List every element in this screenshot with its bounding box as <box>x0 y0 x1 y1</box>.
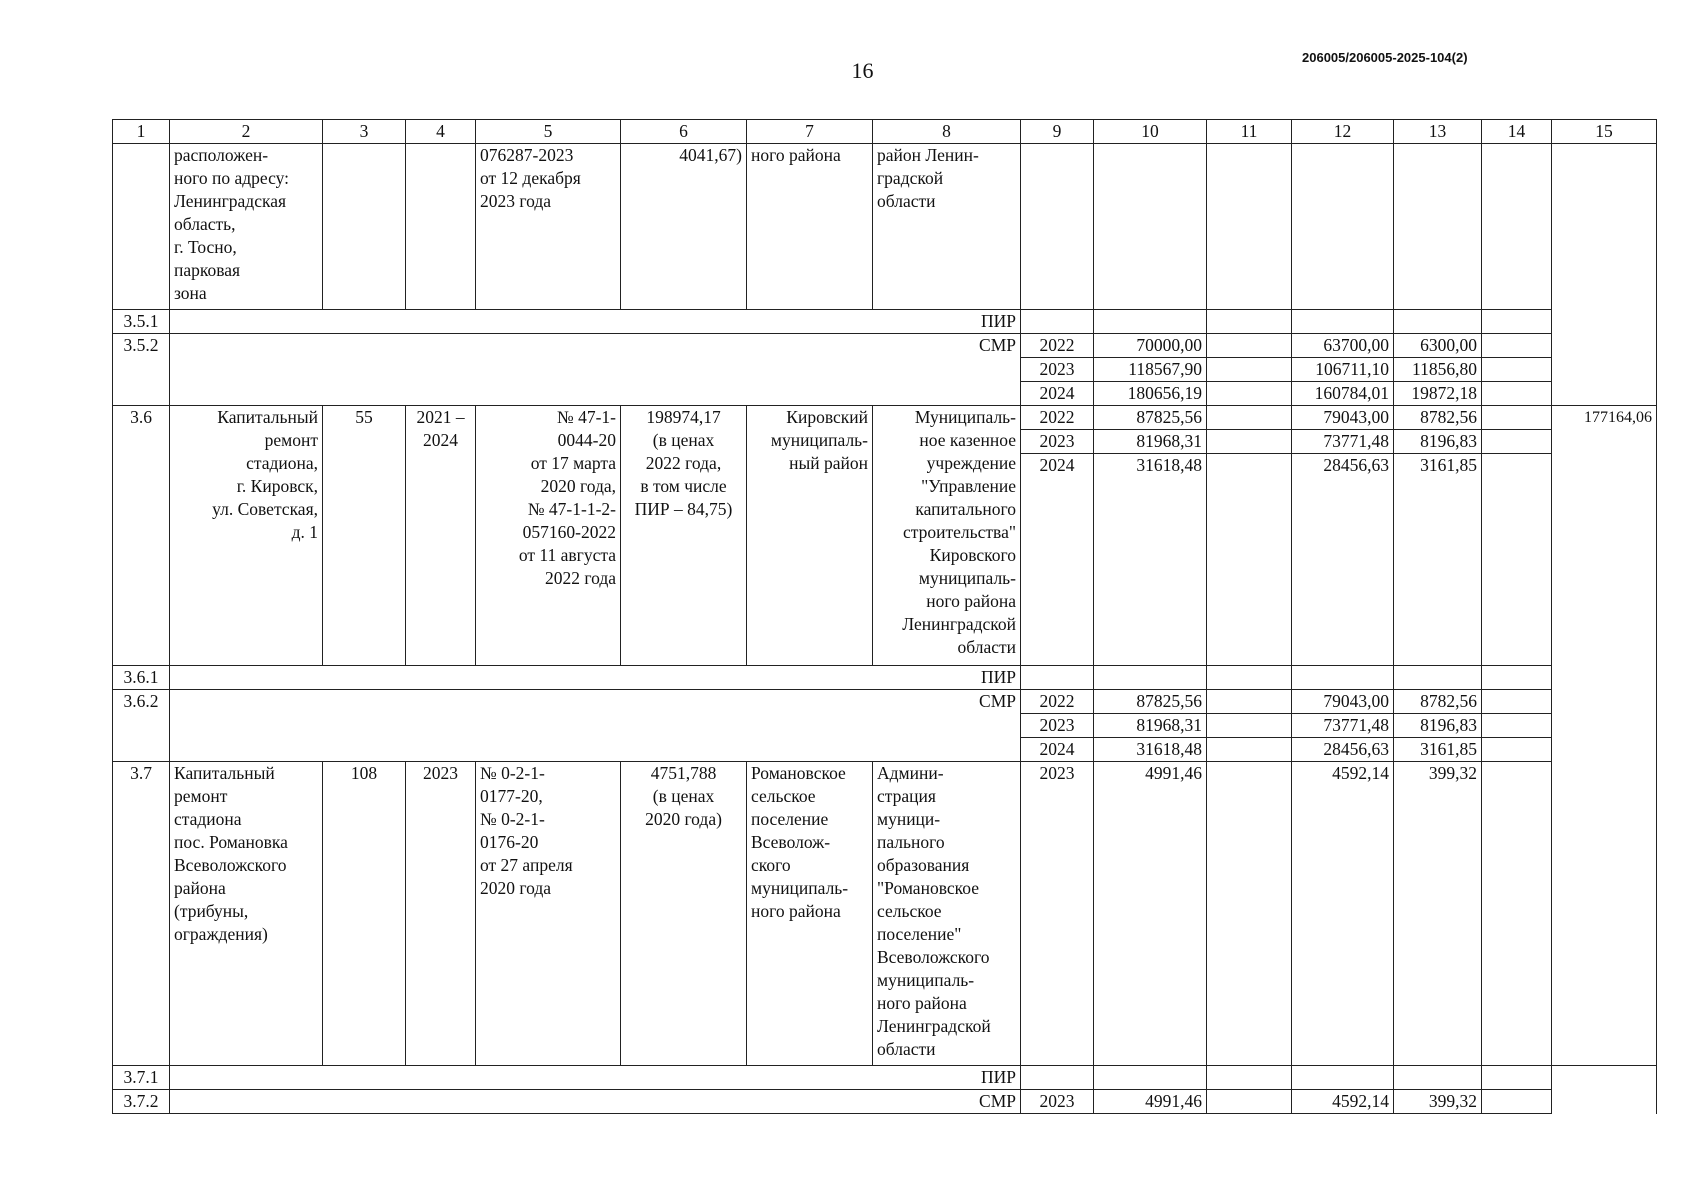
customer: Админи- страция муници- пального образования "Романовское сельское поселение" Всеволожского муниципаль- ного района Ленинградской области <box>873 762 1021 1066</box>
table-row <box>113 1090 1657 1114</box>
col12: 106711,10 <box>1292 358 1394 382</box>
col11 <box>1207 454 1292 666</box>
capacity: 108 <box>323 762 406 1066</box>
year: 2023 <box>1021 430 1094 454</box>
year <box>1021 1066 1094 1090</box>
table-row <box>113 1066 1657 1090</box>
object-name: расположен- ного по адресу: Ленинградская область, г. Тосно, парковая зона <box>170 144 323 310</box>
row-number: 3.7.2 <box>113 1090 170 1114</box>
expertise: 076287-2023 от 12 декабря 2023 года <box>476 144 621 310</box>
column-header: 4 <box>406 120 476 144</box>
col12 <box>1292 666 1394 690</box>
year: 2022 <box>1021 690 1094 714</box>
col11 <box>1207 310 1292 334</box>
total: 4991,46 <box>1094 1090 1207 1114</box>
col13 <box>1394 144 1482 310</box>
col13: 3161,85 <box>1394 454 1482 666</box>
column-header: 5 <box>476 120 621 144</box>
work-type: СМР <box>170 334 1021 406</box>
capacity: 55 <box>323 406 406 666</box>
work-type: ПИР <box>170 1066 1021 1090</box>
col12: 4592,14 <box>1292 762 1394 1066</box>
work-type: СМР <box>170 690 1021 762</box>
estimated-cost: 4751,788 (в ценах 2020 года) <box>621 762 747 1066</box>
col14 <box>1482 406 1552 430</box>
col13: 19872,18 <box>1394 382 1482 406</box>
year <box>1021 144 1094 310</box>
total: 70000,00 <box>1094 334 1207 358</box>
total <box>1094 144 1207 310</box>
year: 2022 <box>1021 334 1094 358</box>
column-header: 3 <box>323 120 406 144</box>
col14 <box>1482 358 1552 382</box>
column-header: 14 <box>1482 120 1552 144</box>
document-id: 206005/206005-2025-104(2) <box>1302 50 1468 65</box>
column-header: 9 <box>1021 120 1094 144</box>
total: 87825,56 <box>1094 690 1207 714</box>
column-number-row <box>113 120 1657 144</box>
col12: 28456,63 <box>1292 454 1394 666</box>
col14 <box>1482 1066 1552 1090</box>
year <box>1021 666 1094 690</box>
col11 <box>1207 1066 1292 1090</box>
col14 <box>1482 738 1552 762</box>
row-number: 3.6 <box>113 406 170 666</box>
total: 118567,90 <box>1094 358 1207 382</box>
col14 <box>1482 1090 1552 1114</box>
col13 <box>1394 666 1482 690</box>
col11 <box>1207 430 1292 454</box>
col15 <box>1552 144 1657 406</box>
col11 <box>1207 382 1292 406</box>
col12: 79043,00 <box>1292 690 1394 714</box>
col13: 8782,56 <box>1394 406 1482 430</box>
col13 <box>1394 1066 1482 1090</box>
total: 81968,31 <box>1094 714 1207 738</box>
col12: 79043,00 <box>1292 406 1394 430</box>
total <box>1094 666 1207 690</box>
owner: Романовское сельское поселение Всеволож- ского муниципаль- ного района <box>747 762 873 1066</box>
year: 2023 <box>1021 762 1094 1066</box>
col14 <box>1482 430 1552 454</box>
column-header: 12 <box>1292 120 1394 144</box>
expertise: № 47-1- 0044-20 от 17 марта 2020 года, № 47-1-1-2- 057160-2022 от 11 августа 2022 года <box>476 406 621 666</box>
year: 2023 <box>1021 1090 1094 1114</box>
total: 180656,19 <box>1094 382 1207 406</box>
row-number: 3.5.2 <box>113 334 170 406</box>
col14 <box>1482 762 1552 1066</box>
customer: Муниципаль- ное казенное учреждение "Управление капитального строительства" Кировского муниципаль- ного района Ленинградской области <box>873 406 1021 666</box>
estimated-cost: 198974,17 (в ценах 2022 года, в том числе ПИР – 84,75) <box>621 406 747 666</box>
column-header: 15 <box>1552 120 1657 144</box>
col11 <box>1207 358 1292 382</box>
year <box>1021 310 1094 334</box>
col14 <box>1482 666 1552 690</box>
col12: 63700,00 <box>1292 334 1394 358</box>
col11 <box>1207 406 1292 430</box>
col13: 8782,56 <box>1394 690 1482 714</box>
col13: 399,32 <box>1394 762 1482 1066</box>
column-header: 8 <box>873 120 1021 144</box>
table-row <box>113 334 1657 358</box>
total: 87825,56 <box>1094 406 1207 430</box>
col14 <box>1482 382 1552 406</box>
page-number: 16 <box>851 58 874 83</box>
period: 2021 – 2024 <box>406 406 476 666</box>
col12: 73771,48 <box>1292 430 1394 454</box>
col11 <box>1207 738 1292 762</box>
work-type: ПИР <box>170 310 1021 334</box>
col12 <box>1292 1066 1394 1090</box>
year: 2024 <box>1021 454 1094 666</box>
col14 <box>1482 454 1552 666</box>
col14 <box>1482 714 1552 738</box>
year: 2023 <box>1021 714 1094 738</box>
table-row <box>113 406 1657 430</box>
column-header: 1 <box>113 120 170 144</box>
col13: 8196,83 <box>1394 430 1482 454</box>
row-number: 3.5.1 <box>113 310 170 334</box>
column-header: 2 <box>170 120 323 144</box>
col14 <box>1482 334 1552 358</box>
table-row <box>113 762 1657 1066</box>
row-number: 3.6.2 <box>113 690 170 762</box>
col11 <box>1207 690 1292 714</box>
total <box>1094 310 1207 334</box>
col14 <box>1482 144 1552 310</box>
owner: Кировский муниципаль- ный район <box>747 406 873 666</box>
col12 <box>1292 310 1394 334</box>
col13: 3161,85 <box>1394 738 1482 762</box>
year: 2023 <box>1021 358 1094 382</box>
col12: 160784,01 <box>1292 382 1394 406</box>
col12: 73771,48 <box>1292 714 1394 738</box>
total: 4991,46 <box>1094 762 1207 1066</box>
col11 <box>1207 334 1292 358</box>
table-row <box>113 144 1657 310</box>
expertise: № 0-2-1- 0177-20, № 0-2-1- 0176-20 от 27 апреля 2020 года <box>476 762 621 1066</box>
work-type: СМР <box>170 1090 1021 1114</box>
object-name: Капитальный ремонт стадиона, г. Кировск, ул. Советская, д. 1 <box>170 406 323 666</box>
year: 2022 <box>1021 406 1094 430</box>
col14 <box>1482 310 1552 334</box>
year: 2024 <box>1021 382 1094 406</box>
col11 <box>1207 762 1292 1066</box>
row-number <box>113 144 170 310</box>
col11 <box>1207 1090 1292 1114</box>
investment-table <box>112 119 1657 1114</box>
col11 <box>1207 666 1292 690</box>
column-header: 11 <box>1207 120 1292 144</box>
column-header: 10 <box>1094 120 1207 144</box>
total: 31618,48 <box>1094 454 1207 666</box>
total <box>1094 1066 1207 1090</box>
work-type: ПИР <box>170 666 1021 690</box>
col13: 6300,00 <box>1394 334 1482 358</box>
object-name: Капитальный ремонт стадиона пос. Романовка Всеволожского района (трибуны, ограждения) <box>170 762 323 1066</box>
column-header: 13 <box>1394 120 1482 144</box>
col12: 4592,14 <box>1292 1090 1394 1114</box>
col11 <box>1207 144 1292 310</box>
estimated-cost: 4041,67) <box>621 144 747 310</box>
row-number: 3.6.1 <box>113 666 170 690</box>
period: 2023 <box>406 762 476 1066</box>
total: 31618,48 <box>1094 738 1207 762</box>
capacity <box>323 144 406 310</box>
row-number: 3.7 <box>113 762 170 1066</box>
col12: 28456,63 <box>1292 738 1394 762</box>
col13: 399,32 <box>1394 1090 1482 1114</box>
col14 <box>1482 690 1552 714</box>
table-row <box>113 310 1657 334</box>
col11 <box>1207 714 1292 738</box>
col13 <box>1394 310 1482 334</box>
col13: 11856,80 <box>1394 358 1482 382</box>
col15-total: 177164,06 <box>1552 406 1657 1066</box>
owner: ного района <box>747 144 873 310</box>
customer: район Ленин- градской области <box>873 144 1021 310</box>
period <box>406 144 476 310</box>
row-number: 3.7.1 <box>113 1066 170 1090</box>
year: 2024 <box>1021 738 1094 762</box>
table-row <box>113 690 1657 714</box>
table-row <box>113 666 1657 690</box>
column-header: 6 <box>621 120 747 144</box>
col13: 8196,83 <box>1394 714 1482 738</box>
col12 <box>1292 144 1394 310</box>
column-header: 7 <box>747 120 873 144</box>
total: 81968,31 <box>1094 430 1207 454</box>
